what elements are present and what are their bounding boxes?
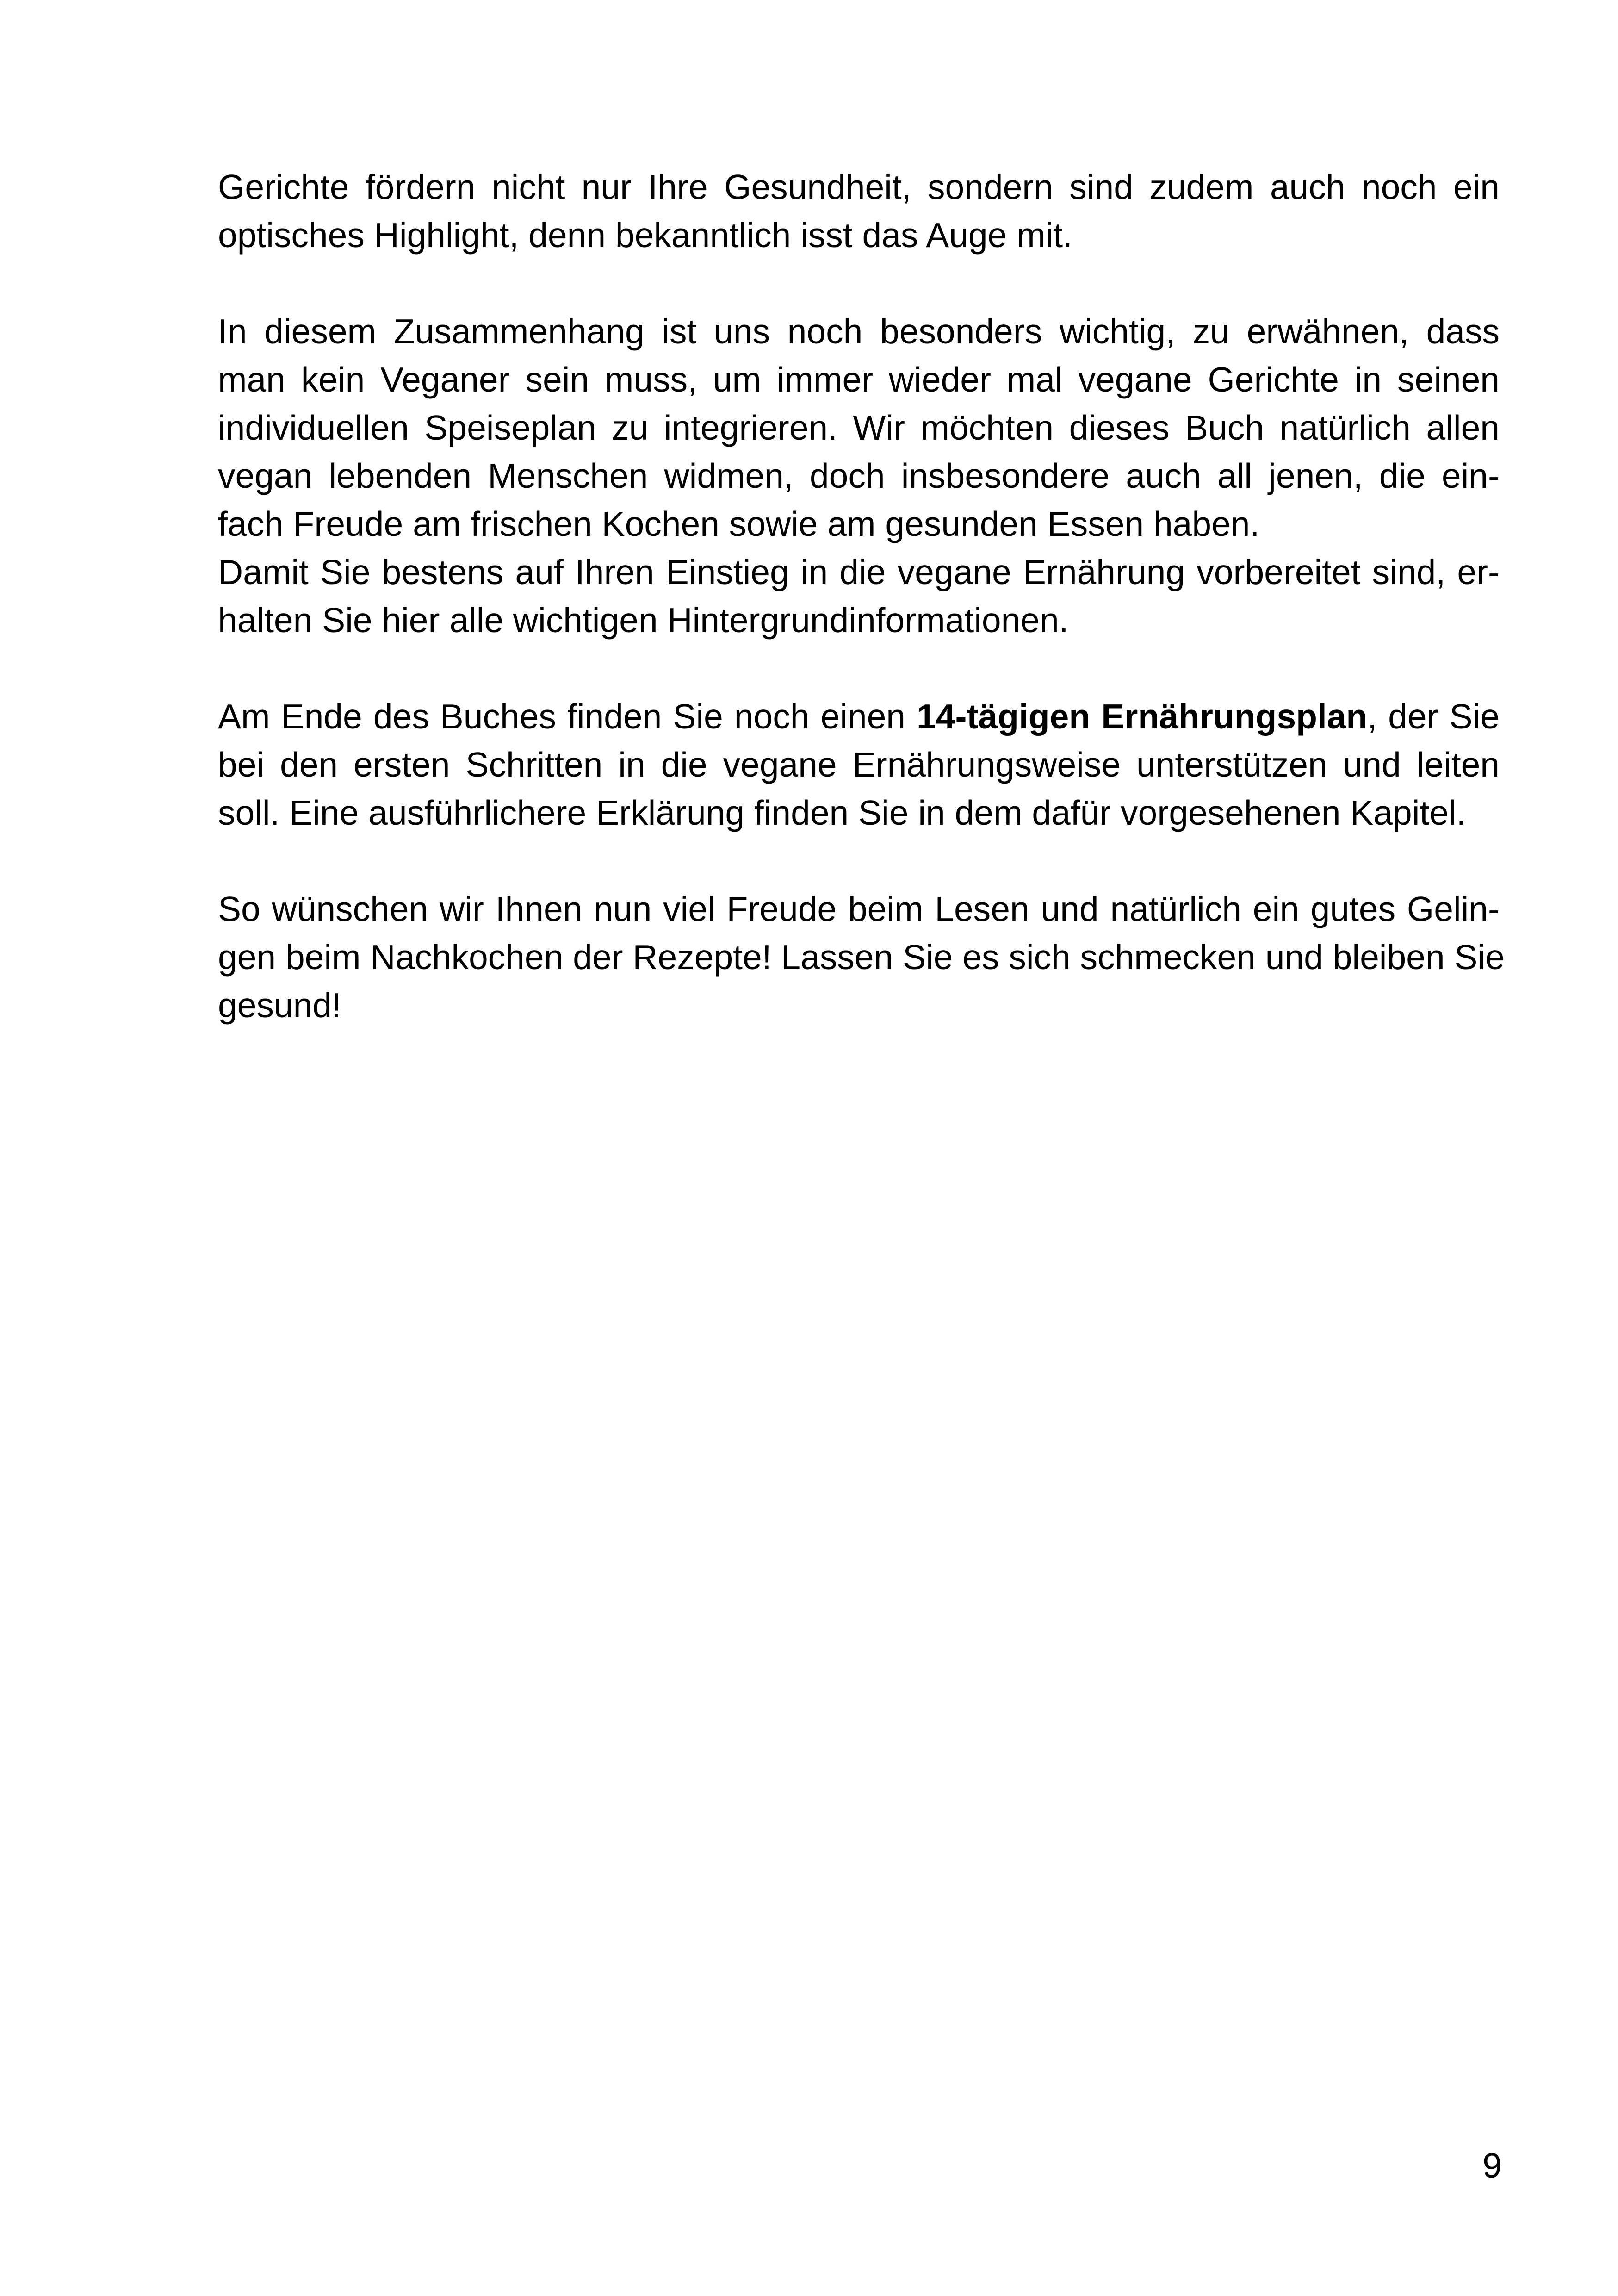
- text-run: , der Sie: [1367, 697, 1500, 736]
- text-line: Damit Sie bestens auf Ihren Einstieg in die vegane Ernährung vorbereitet sind, er-: [218, 553, 1500, 591]
- text-run: Am Ende des Buches finden Sie noch einen: [218, 697, 917, 736]
- text-line: vegan lebenden Menschen widmen, doch insbesondere auch all jenen, die ein-: [218, 456, 1500, 495]
- text-line: [218, 692, 1500, 740]
- paragraph: [218, 885, 1505, 1029]
- paragraph: [218, 692, 1500, 837]
- emphasized-text: 14-tägigen Ernährungsplan: [917, 697, 1368, 736]
- text-line: soll. Eine ausführlichere Erklärung finden Sie in dem dafür vorgesehenen Kapitel.: [218, 793, 1466, 832]
- text-line: man kein Veganer sein muss, um immer wieder mal vegane Gerichte in seinen: [218, 360, 1500, 399]
- text-line: optisches Highlight, denn bekanntlich isst das Auge mit.: [218, 216, 1072, 255]
- text-line: In diesem Zusammenhang ist uns noch besonders wichtig, zu erwähnen, dass: [218, 312, 1500, 351]
- body-text: [218, 163, 1505, 1029]
- text-line: So wünschen wir Ihnen nun viel Freude beim Lesen und natürlich ein gutes Gelin-: [218, 890, 1500, 928]
- paragraph: [218, 163, 1500, 259]
- text-line: bei den ersten Schritten in die vegane Ernährungsweise unterstützen und leiten: [218, 745, 1500, 784]
- text-line: halten Sie hier alle wichtigen Hintergrundinformationen.: [218, 601, 1069, 640]
- text-line: Gerichte fördern nicht nur Ihre Gesundheit, sondern sind zudem auch noch ein: [218, 168, 1500, 206]
- page-number: 9: [1482, 2146, 1502, 2185]
- text-line: gesund!: [218, 986, 341, 1025]
- paragraph: [218, 307, 1500, 548]
- text-line: fach Freude am frischen Kochen sowie am gesunden Essen haben.: [218, 504, 1260, 543]
- text-line: gen beim Nachkochen der Rezepte! Lassen Sie es sich schmecken und bleiben Sie: [218, 938, 1505, 977]
- text-line: individuellen Speiseplan zu integrieren. Wir möchten dieses Buch natürlich allen: [218, 408, 1500, 447]
- paragraph: [218, 548, 1500, 644]
